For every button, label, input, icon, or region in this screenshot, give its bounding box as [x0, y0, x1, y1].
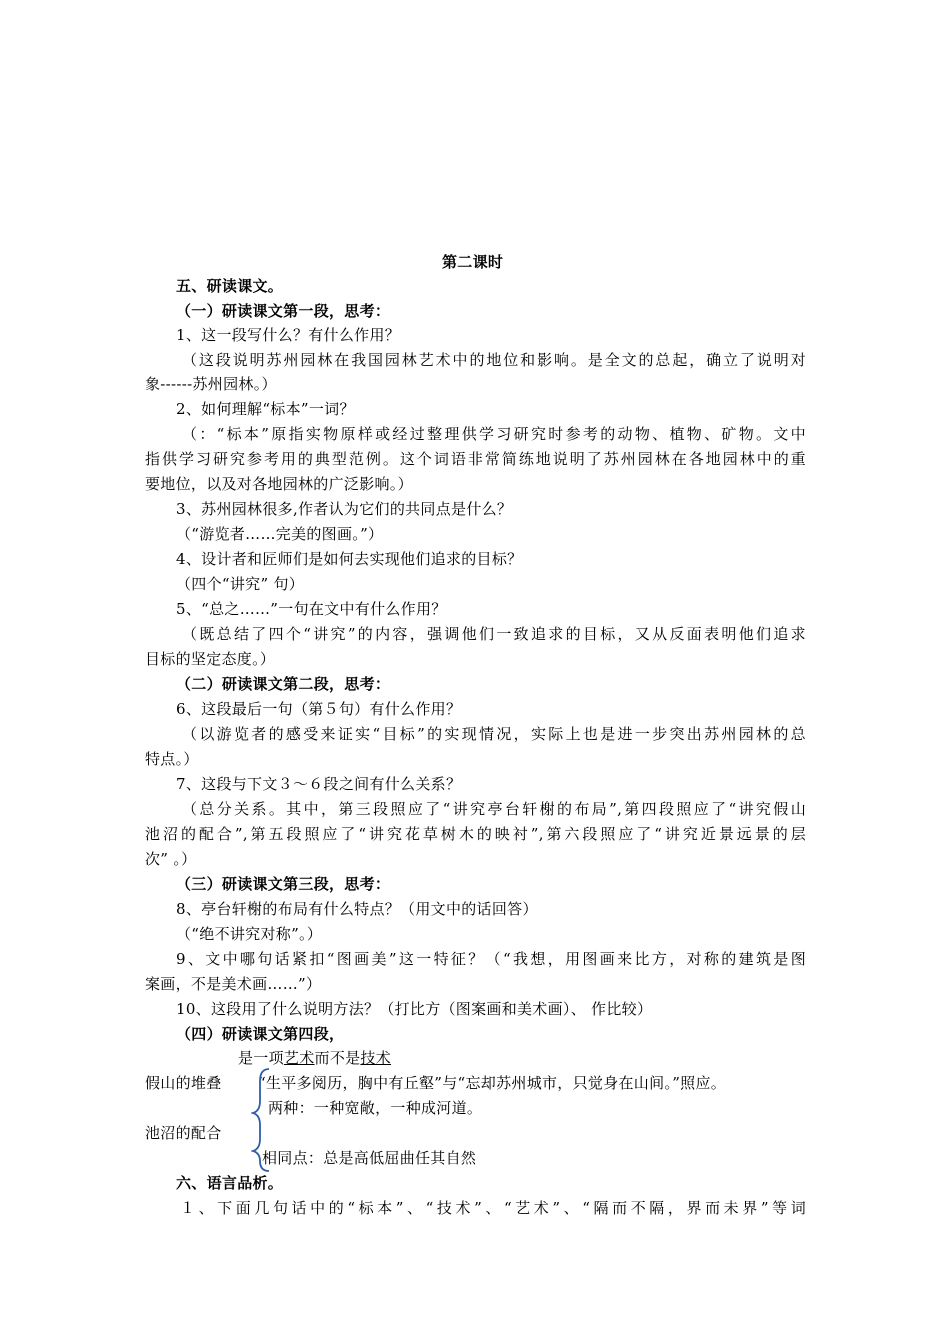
diagram-top-prefix: 是一项: [238, 1049, 284, 1067]
diagram-top-line: [238, 1048, 391, 1068]
answer-2-line-3: 要地位，以及对各地园林的广泛影响。）: [145, 475, 413, 493]
answer-7-line-3: 次” 。）: [145, 850, 197, 868]
answer-6-line-1: （以游览者的感受来证实“目标”的实现情况，实际上也是进一步突出苏州园林的总: [182, 725, 806, 743]
diagram-art-term: 艺术: [283, 1049, 315, 1067]
question-5: 5、“总之……”一句在文中有什么作用？: [176, 600, 447, 618]
rockery-quote: “生平多阅历，胸中有丘壑”与“忘却苏州城市，只觉身在山间。”照应。: [258, 1074, 727, 1092]
question-3: 3、苏州园林很多,作者认为它们的共同点是什么？: [176, 500, 513, 518]
answer-5-line-1: （既总结了四个“讲究”的内容，强调他们一致追求的目标，又从反面表明他们追求: [182, 625, 806, 643]
question-9-line-2: 案画，不是美术画……”）: [145, 975, 322, 993]
question-6: 6、这段最后一句（第５句）有什么作用？: [176, 700, 462, 718]
question-1: 1、这一段写什么？有什么作用？: [176, 326, 401, 344]
question-9-line-1: 9、文中哪句话紧扣“图画美”这一特征？（“我想，用图画来比方，对称的建筑是图: [176, 950, 806, 968]
label-rockery: 假山的堆叠: [145, 1074, 222, 1092]
answer-1-line-1: （这段说明苏州园林在我国园林艺术中的地位和影响。是全文的总起，确立了说明对: [182, 351, 806, 369]
answer-4: （四个“讲究” 句）: [176, 575, 305, 593]
answer-1-line-2: 象------苏州园林。）: [145, 375, 277, 393]
diagram-top-mid: 而不是: [314, 1049, 361, 1067]
answer-3: （“游览者……完美的图画。”）: [176, 525, 384, 543]
part2-heading: （二）研读课文第二段，思考：: [176, 675, 391, 693]
question-8: 8、亭台轩榭的布局有什么特点？（用文中的话回答）: [176, 900, 538, 918]
section6-question-1-line-1: １、下面几句话中的“标本”、“技术”、“艺术”、“隔而不隔，界而未界”等词: [180, 1199, 806, 1217]
common-point: 相同点：总是高低屈曲任其自然: [262, 1149, 477, 1167]
section5-heading: 五、研读课文。: [176, 277, 284, 295]
diagram-tech-term: 技术: [360, 1049, 392, 1067]
answer-6-line-2: 特点。）: [145, 750, 199, 768]
answer-7-line-2: 池沼的配合”,第五段照应了“讲究花草树木的映衬”,第六段照应了“讲究近景远景的层: [145, 825, 806, 843]
question-7: 7、这段与下文３～６段之间有什么关系？: [176, 775, 462, 793]
curly-brace-icon: [251, 1067, 273, 1173]
label-pond: 池沼的配合: [145, 1124, 222, 1142]
question-2: 2、如何理解“标本”一词？: [176, 400, 355, 418]
answer-7-line-1: （总分关系。其中，第三段照应了“讲究亭台轩榭的布局”,第四段照应了“讲究假山: [182, 800, 806, 818]
question-10: 10、这段用了什么说明方法？（打比方（图案画和美术画）、 作比较）: [176, 1000, 653, 1018]
answer-2-line-1: （：“标本”原指实物原样或经过整理供学习研究时参考的动物、植物、矿物。文中: [182, 425, 806, 443]
question-4: 4、设计者和匠师们是如何去实现他们追求的目标？: [176, 550, 523, 568]
answer-5-line-2: 目标的坚定态度。）: [145, 650, 276, 668]
section6-heading: 六、语言品析。: [176, 1174, 284, 1192]
part4-heading: （四）研读课文第四段，: [176, 1025, 345, 1043]
part1-heading: （一）研读课文第一段，思考：: [176, 302, 391, 320]
answer-8: （“绝不讲究对称”。）: [176, 925, 323, 943]
part3-heading: （三）研读课文第三段，思考：: [176, 875, 391, 893]
pond-types: 两种：一种宽敞，一种成河道。: [268, 1099, 483, 1117]
lesson-title: 第二课时: [442, 253, 504, 271]
answer-2-line-2: 指供学习研究参考用的典型范例。这个词语非常简练地说明了苏州园林在各地园林中的重: [145, 450, 806, 468]
